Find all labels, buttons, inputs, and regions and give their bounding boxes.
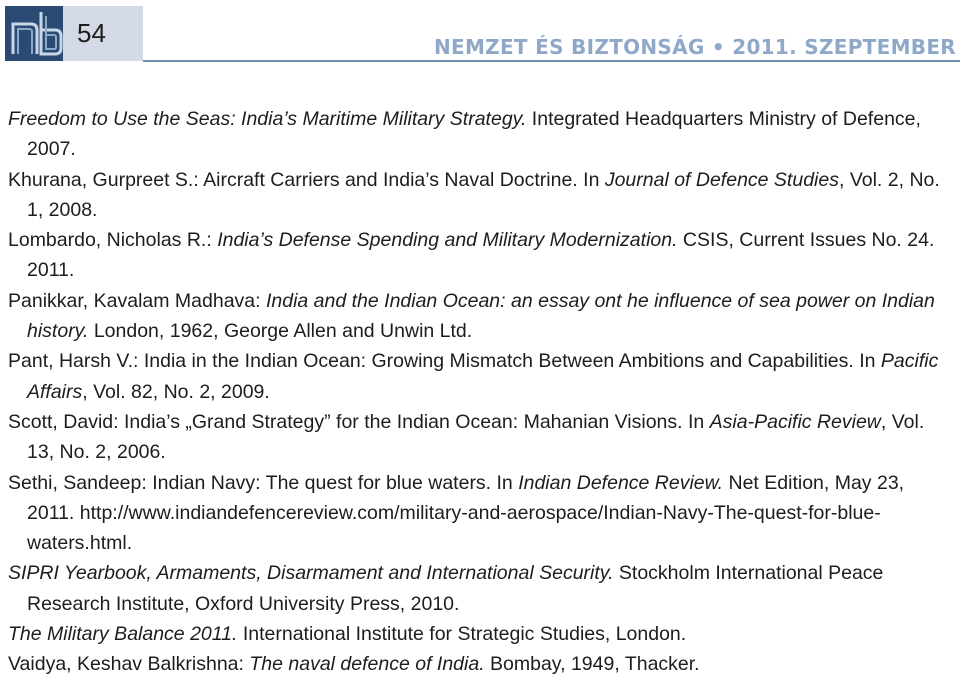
- reference-text: , Vol. 13, No. 2, 2006.: [27, 410, 925, 464]
- nb-logo-icon: [5, 6, 63, 61]
- reference-entry: [8, 619, 953, 649]
- reference-title: Freedom to Use the Seas: India’s Maritime Military Strategy.: [8, 108, 527, 130]
- reference-text: International Institute for Strategic Studies, London.: [237, 623, 687, 646]
- reference-entry: [8, 407, 953, 468]
- reference-text: Panikkar, Kavalam Madhava:: [8, 289, 266, 312]
- reference-entry: [8, 558, 953, 619]
- reference-entry: [8, 286, 953, 347]
- reference-entry: [8, 225, 953, 286]
- reference-text: Lombardo, Nicholas R.:: [8, 229, 218, 252]
- journal-title: NEMZET ÉS BIZTONSÁG • 2011. SZEPTEMBER: [433, 35, 956, 59]
- reference-entry: [8, 468, 953, 559]
- page-header: [0, 0, 960, 66]
- reference-title: SIPRI Yearbook, Armaments, Disarmament and International Security.: [8, 562, 614, 585]
- journal-logo: [5, 6, 63, 61]
- reference-text: Pant, Harsh V.: India in the Indian Ocean: Growing Mismatch Between Ambitions and Capabilities. In: [8, 350, 881, 373]
- reference-title: India’s Defense Spending and Military Modernization.: [217, 229, 678, 252]
- header-rule: [143, 60, 960, 62]
- reference-title: The naval defence of India.: [249, 653, 485, 676]
- reference-entry: [8, 346, 953, 407]
- reference-title: Indian Defence Review.: [518, 471, 724, 494]
- reference-title: Journal of Defence Studies: [604, 168, 839, 191]
- page-number-box: [63, 6, 143, 61]
- reference-list: [8, 104, 953, 678]
- reference-entry: [8, 649, 953, 678]
- reference-entry: [8, 165, 953, 226]
- reference-text: , Vol. 2, No. 1, 2008.: [27, 168, 940, 221]
- reference-title: Pacific Affairs: [27, 350, 939, 403]
- reference-text: Scott, David: India’s „Grand Strategy” for the Indian Ocean: Mahanian Visions. In: [8, 410, 710, 433]
- reference-entry: [8, 104, 953, 165]
- reference-text: Integrated Headquarters Ministry of Defence, 2007.: [27, 108, 921, 161]
- page-number: 54: [77, 18, 106, 48]
- reference-text: , Vol. 82, No. 2, 2009.: [82, 380, 270, 403]
- reference-text: Net Edition, May 23, 2011. http://www.indiandefencereview.com/military-and-aerospace/Indian-Navy-The-quest-for-blue-waters.html.: [27, 471, 905, 555]
- reference-text: London, 1962, George Allen and Unwin Ltd.: [88, 320, 473, 343]
- reference-title: Asia-Pacific Review: [709, 410, 881, 433]
- reference-text: Stockholm International Peace Research Institute, Oxford University Press, 2010.: [27, 562, 884, 615]
- reference-text: Bombay, 1949, Thacker.: [484, 653, 700, 676]
- reference-text: Sethi, Sandeep: Indian Navy: The quest for blue waters. In: [8, 471, 519, 494]
- reference-text: Khurana, Gurpreet S.: Aircraft Carriers and India’s Naval Doctrine. In: [8, 168, 605, 191]
- reference-title: The Military Balance 2011.: [8, 623, 238, 646]
- reference-text: CSIS, Current Issues No. 24. 2011.: [27, 229, 935, 282]
- reference-title: India and the Indian Ocean: an essay ont he influence of sea power on Indian history.: [27, 289, 935, 343]
- reference-text: Vaidya, Keshav Balkrishna:: [8, 653, 250, 676]
